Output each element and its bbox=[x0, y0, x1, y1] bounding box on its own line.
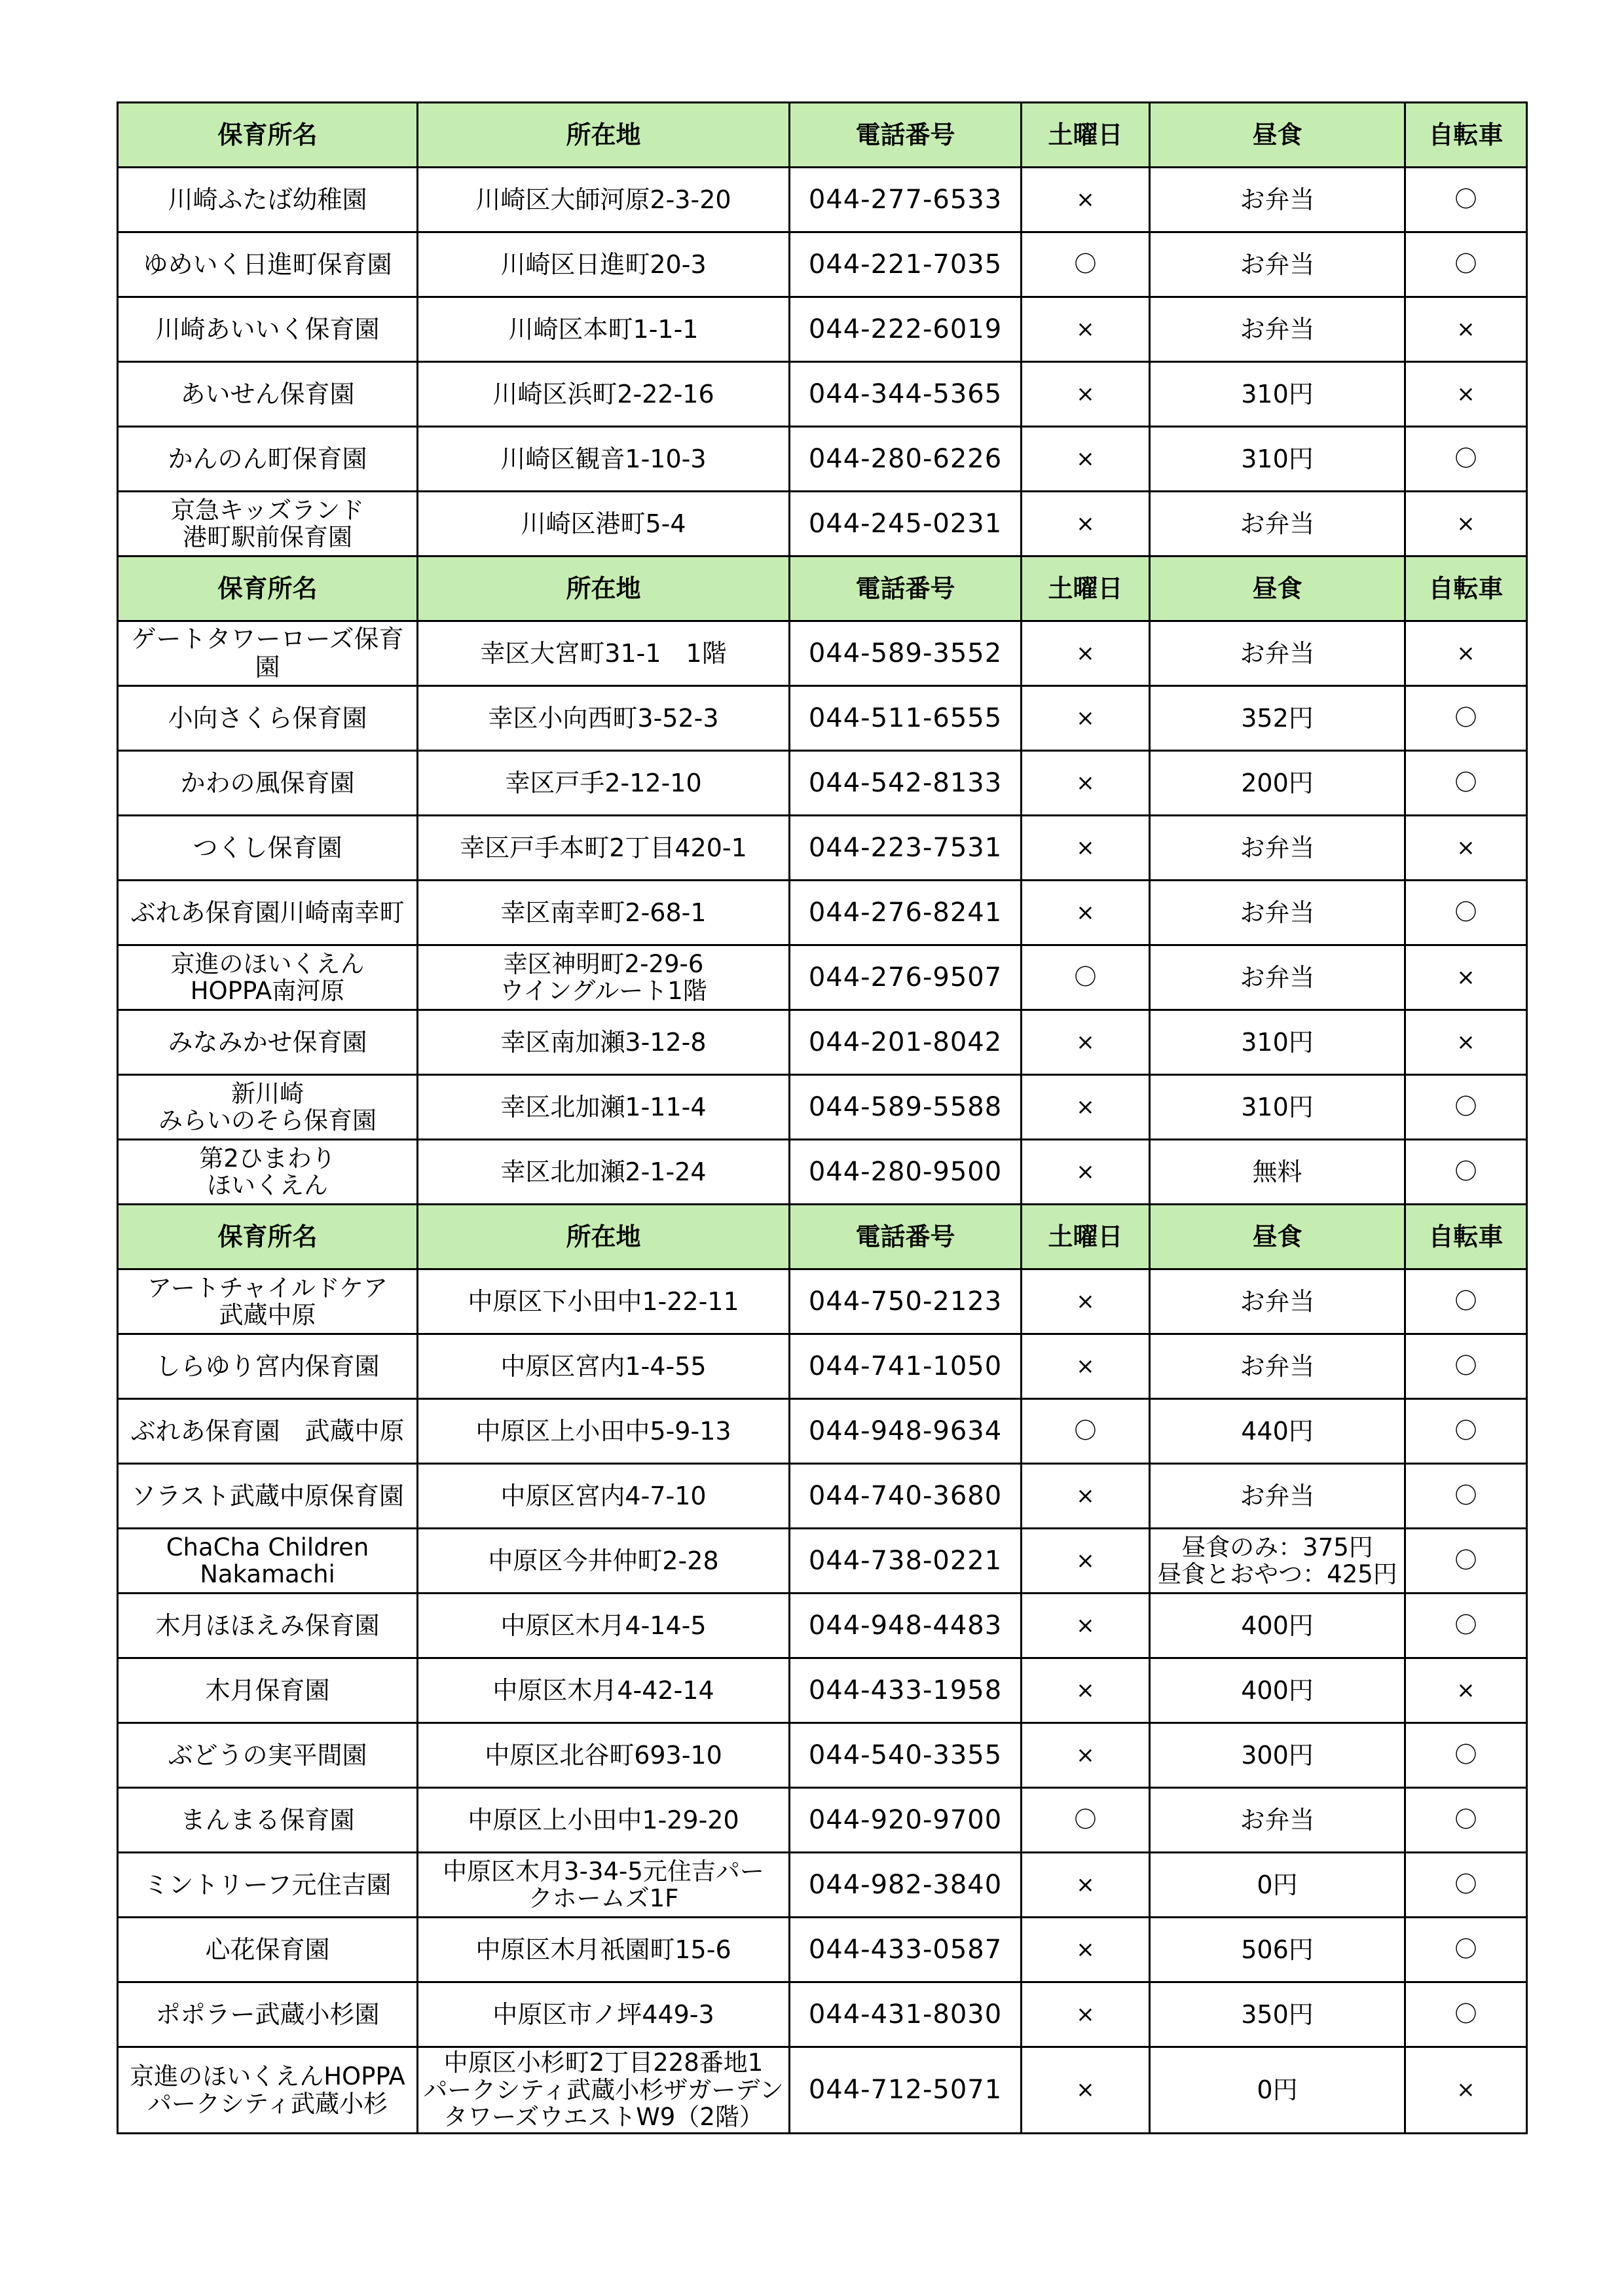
nursery-name-cell: 京進のほいくえん HOPPA南河原 bbox=[118, 945, 418, 1010]
address-cell: 幸区北加瀬2-1-24 bbox=[418, 1140, 790, 1205]
bicycle-cell: × bbox=[1405, 492, 1527, 556]
bicycle-cell: × bbox=[1405, 945, 1527, 1010]
bicycle-cell: 〇 bbox=[1405, 427, 1527, 492]
nursery-name-cell: まんまる保育園 bbox=[118, 1788, 418, 1853]
bicycle-cell: × bbox=[1405, 2047, 1527, 2134]
bicycle-cell: × bbox=[1405, 362, 1527, 427]
address-cell: 中原区木月4-42-14 bbox=[418, 1658, 790, 1723]
phone-cell: 044-740-3680 bbox=[790, 1464, 1022, 1529]
address-cell: 中原区宮内4-7-10 bbox=[418, 1464, 790, 1529]
header-address: 所在地 bbox=[418, 1205, 790, 1269]
table-row bbox=[118, 945, 1527, 1010]
header-address: 所在地 bbox=[418, 556, 790, 621]
saturday-cell: 〇 bbox=[1022, 945, 1150, 1010]
phone-cell: 044-589-3552 bbox=[790, 621, 1022, 686]
table-row bbox=[118, 297, 1527, 362]
address-cell: 川崎区本町1-1-1 bbox=[418, 297, 790, 362]
lunch-cell: 400円 bbox=[1150, 1658, 1405, 1723]
header-lunch: 昼食 bbox=[1150, 1205, 1405, 1269]
table-row bbox=[118, 1658, 1527, 1723]
table-row bbox=[118, 1075, 1527, 1140]
phone-cell: 044-542-8133 bbox=[790, 751, 1022, 816]
table-row bbox=[118, 1918, 1527, 1982]
nursery-name-cell: かんのん町保育園 bbox=[118, 427, 418, 492]
lunch-cell: 506円 bbox=[1150, 1918, 1405, 1982]
table-row bbox=[118, 1853, 1527, 1918]
phone-cell: 044-276-9507 bbox=[790, 945, 1022, 1010]
nursery-list-table bbox=[117, 101, 1528, 2134]
address-cell: 中原区宮内1-4-55 bbox=[418, 1334, 790, 1399]
lunch-cell: 310円 bbox=[1150, 427, 1405, 492]
nursery-name-cell: つくし保育園 bbox=[118, 816, 418, 881]
lunch-cell: 0円 bbox=[1150, 1853, 1405, 1918]
saturday-cell: × bbox=[1022, 2047, 1150, 2134]
lunch-cell: 300円 bbox=[1150, 1723, 1405, 1788]
nursery-name-cell: 京進のほいくえんHOPPA パークシティ武蔵小杉 bbox=[118, 2047, 418, 2134]
nursery-name-cell: ぶれあ保育園川崎南幸町 bbox=[118, 881, 418, 945]
bicycle-cell: × bbox=[1405, 297, 1527, 362]
header-row bbox=[118, 556, 1527, 621]
header-bicycle: 自転車 bbox=[1405, 103, 1527, 168]
bicycle-cell: 〇 bbox=[1405, 1594, 1527, 1658]
bicycle-cell: 〇 bbox=[1405, 1723, 1527, 1788]
nursery-name-cell: 川崎ふたば幼稚園 bbox=[118, 168, 418, 232]
nursery-name-cell: 川崎あいいく保育園 bbox=[118, 297, 418, 362]
saturday-cell: × bbox=[1022, 1269, 1150, 1334]
address-cell: 幸区小向西町3-52-3 bbox=[418, 686, 790, 751]
lunch-cell: 440円 bbox=[1150, 1399, 1405, 1464]
table-row bbox=[118, 1269, 1527, 1334]
phone-cell: 044-511-6555 bbox=[790, 686, 1022, 751]
address-cell: 幸区神明町2-29-6 ウイングルート1階 bbox=[418, 945, 790, 1010]
phone-cell: 044-431-8030 bbox=[790, 1982, 1022, 2047]
address-cell: 幸区大宮町31-1 1階 bbox=[418, 621, 790, 686]
header-saturday: 土曜日 bbox=[1022, 103, 1150, 168]
table-row bbox=[118, 1723, 1527, 1788]
address-cell: 川崎区日進町20-3 bbox=[418, 232, 790, 297]
address-cell: 中原区木月3-34-5元住吉パー クホームズ1F bbox=[418, 1853, 790, 1918]
saturday-cell: × bbox=[1022, 362, 1150, 427]
nursery-name-cell: ゆめいく日進町保育園 bbox=[118, 232, 418, 297]
address-cell: 中原区小杉町2丁目228番地1 パークシティ武蔵小杉ザガーデン タワーズウエストW9（2階） bbox=[418, 2047, 790, 2134]
saturday-cell: × bbox=[1022, 1982, 1150, 2047]
table-row bbox=[118, 1594, 1527, 1658]
lunch-cell: 昼食のみ：375円 昼食とおやつ：425円 bbox=[1150, 1529, 1405, 1594]
saturday-cell: × bbox=[1022, 427, 1150, 492]
nursery-name-cell: 木月ほほえみ保育園 bbox=[118, 1594, 418, 1658]
lunch-cell: 0円 bbox=[1150, 2047, 1405, 2134]
bicycle-cell: 〇 bbox=[1405, 1982, 1527, 2047]
header-nursery-name: 保育所名 bbox=[118, 1205, 418, 1269]
phone-cell: 044-712-5071 bbox=[790, 2047, 1022, 2134]
address-cell: 幸区戸手本町2丁目420-1 bbox=[418, 816, 790, 881]
lunch-cell: 400円 bbox=[1150, 1594, 1405, 1658]
phone-cell: 044-245-0231 bbox=[790, 492, 1022, 556]
nursery-name-cell: ぶれあ保育園 武蔵中原 bbox=[118, 1399, 418, 1464]
saturday-cell: × bbox=[1022, 686, 1150, 751]
table-row bbox=[118, 1788, 1527, 1853]
lunch-cell: お弁当 bbox=[1150, 1464, 1405, 1529]
saturday-cell: × bbox=[1022, 1594, 1150, 1658]
phone-cell: 044-222-6019 bbox=[790, 297, 1022, 362]
phone-cell: 044-344-5365 bbox=[790, 362, 1022, 427]
bicycle-cell: 〇 bbox=[1405, 751, 1527, 816]
table-row bbox=[118, 881, 1527, 945]
table-row bbox=[118, 492, 1527, 556]
phone-cell: 044-948-9634 bbox=[790, 1399, 1022, 1464]
saturday-cell: × bbox=[1022, 1529, 1150, 1594]
phone-cell: 044-750-2123 bbox=[790, 1269, 1022, 1334]
bicycle-cell: × bbox=[1405, 621, 1527, 686]
lunch-cell: 310円 bbox=[1150, 362, 1405, 427]
table-row bbox=[118, 1010, 1527, 1075]
nursery-name-cell: ポポラー武蔵小杉園 bbox=[118, 1982, 418, 2047]
table-row bbox=[118, 427, 1527, 492]
address-cell: 幸区北加瀬1-11-4 bbox=[418, 1075, 790, 1140]
phone-cell: 044-201-8042 bbox=[790, 1010, 1022, 1075]
saturday-cell: × bbox=[1022, 1658, 1150, 1723]
lunch-cell: お弁当 bbox=[1150, 881, 1405, 945]
lunch-cell: 352円 bbox=[1150, 686, 1405, 751]
bicycle-cell: 〇 bbox=[1405, 1269, 1527, 1334]
address-cell: 中原区今井仲町2-28 bbox=[418, 1529, 790, 1594]
phone-cell: 044-982-3840 bbox=[790, 1853, 1022, 1918]
header-nursery-name: 保育所名 bbox=[118, 556, 418, 621]
phone-cell: 044-277-6533 bbox=[790, 168, 1022, 232]
phone-cell: 044-221-7035 bbox=[790, 232, 1022, 297]
bicycle-cell: 〇 bbox=[1405, 1464, 1527, 1529]
saturday-cell: × bbox=[1022, 621, 1150, 686]
phone-cell: 044-280-9500 bbox=[790, 1140, 1022, 1205]
phone-cell: 044-741-1050 bbox=[790, 1334, 1022, 1399]
table-row bbox=[118, 621, 1527, 686]
address-cell: 中原区上小田中5-9-13 bbox=[418, 1399, 790, 1464]
nursery-name-cell: ぶどうの実平間園 bbox=[118, 1723, 418, 1788]
phone-cell: 044-433-0587 bbox=[790, 1918, 1022, 1982]
nursery-name-cell: ミントリーフ元住吉園 bbox=[118, 1853, 418, 1918]
bicycle-cell: 〇 bbox=[1405, 1140, 1527, 1205]
lunch-cell: お弁当 bbox=[1150, 816, 1405, 881]
table-row bbox=[118, 1464, 1527, 1529]
lunch-cell: お弁当 bbox=[1150, 1334, 1405, 1399]
address-cell: 川崎区観音1-10-3 bbox=[418, 427, 790, 492]
lunch-cell: 無料 bbox=[1150, 1140, 1405, 1205]
saturday-cell: 〇 bbox=[1022, 232, 1150, 297]
header-bicycle: 自転車 bbox=[1405, 1205, 1527, 1269]
saturday-cell: × bbox=[1022, 1334, 1150, 1399]
nursery-name-cell: 第2ひまわり ほいくえん bbox=[118, 1140, 418, 1205]
saturday-cell: × bbox=[1022, 1918, 1150, 1982]
phone-cell: 044-589-5588 bbox=[790, 1075, 1022, 1140]
nursery-name-cell: アートチャイルドケア 武蔵中原 bbox=[118, 1269, 418, 1334]
bicycle-cell: 〇 bbox=[1405, 1788, 1527, 1853]
address-cell: 中原区木月祇園町15-6 bbox=[418, 1918, 790, 1982]
table-row bbox=[118, 1140, 1527, 1205]
saturday-cell: × bbox=[1022, 1075, 1150, 1140]
header-saturday: 土曜日 bbox=[1022, 1205, 1150, 1269]
saturday-cell: 〇 bbox=[1022, 1788, 1150, 1853]
header-phone: 電話番号 bbox=[790, 556, 1022, 621]
table-row bbox=[118, 1399, 1527, 1464]
bicycle-cell: 〇 bbox=[1405, 881, 1527, 945]
bicycle-cell: 〇 bbox=[1405, 1399, 1527, 1464]
address-cell: 中原区下小田中1-22-11 bbox=[418, 1269, 790, 1334]
header-nursery-name: 保育所名 bbox=[118, 103, 418, 168]
address-cell: 幸区戸手2-12-10 bbox=[418, 751, 790, 816]
table-row bbox=[118, 168, 1527, 232]
bicycle-cell: 〇 bbox=[1405, 1918, 1527, 1982]
table-row bbox=[118, 1529, 1527, 1594]
table-row bbox=[118, 362, 1527, 427]
address-cell: 中原区木月4-14-5 bbox=[418, 1594, 790, 1658]
saturday-cell: 〇 bbox=[1022, 1399, 1150, 1464]
nursery-name-cell: あいせん保育園 bbox=[118, 362, 418, 427]
nursery-name-cell: 新川崎 みらいのそら保育園 bbox=[118, 1075, 418, 1140]
nursery-name-cell: みなみかせ保育園 bbox=[118, 1010, 418, 1075]
saturday-cell: × bbox=[1022, 168, 1150, 232]
phone-cell: 044-920-9700 bbox=[790, 1788, 1022, 1853]
nursery-name-cell: 心花保育園 bbox=[118, 1918, 418, 1982]
address-cell: 川崎区大師河原2-3-20 bbox=[418, 168, 790, 232]
lunch-cell: お弁当 bbox=[1150, 621, 1405, 686]
header-lunch: 昼食 bbox=[1150, 103, 1405, 168]
address-cell: 川崎区浜町2-22-16 bbox=[418, 362, 790, 427]
bicycle-cell: × bbox=[1405, 1010, 1527, 1075]
address-cell: 幸区南加瀬3-12-8 bbox=[418, 1010, 790, 1075]
saturday-cell: × bbox=[1022, 1010, 1150, 1075]
saturday-cell: × bbox=[1022, 881, 1150, 945]
lunch-cell: お弁当 bbox=[1150, 297, 1405, 362]
nursery-name-cell: ChaCha Children Nakamachi bbox=[118, 1529, 418, 1594]
header-row bbox=[118, 103, 1527, 168]
lunch-cell: お弁当 bbox=[1150, 1269, 1405, 1334]
saturday-cell: × bbox=[1022, 1464, 1150, 1529]
lunch-cell: お弁当 bbox=[1150, 232, 1405, 297]
nursery-name-cell: 木月保育園 bbox=[118, 1658, 418, 1723]
bicycle-cell: × bbox=[1405, 1658, 1527, 1723]
nursery-name-cell: しらゆり宮内保育園 bbox=[118, 1334, 418, 1399]
bicycle-cell: 〇 bbox=[1405, 232, 1527, 297]
nursery-name-cell: 小向さくら保育園 bbox=[118, 686, 418, 751]
address-cell: 中原区北谷町693-10 bbox=[418, 1723, 790, 1788]
table-row bbox=[118, 1982, 1527, 2047]
lunch-cell: お弁当 bbox=[1150, 945, 1405, 1010]
phone-cell: 044-223-7531 bbox=[790, 816, 1022, 881]
header-row bbox=[118, 1205, 1527, 1269]
address-cell: 幸区南幸町2-68-1 bbox=[418, 881, 790, 945]
bicycle-cell: 〇 bbox=[1405, 1853, 1527, 1918]
nursery-name-cell: ゲートタワーローズ保育園 bbox=[118, 621, 418, 686]
bicycle-cell: 〇 bbox=[1405, 1334, 1527, 1399]
lunch-cell: 200円 bbox=[1150, 751, 1405, 816]
lunch-cell: お弁当 bbox=[1150, 492, 1405, 556]
header-phone: 電話番号 bbox=[790, 1205, 1022, 1269]
header-lunch: 昼食 bbox=[1150, 556, 1405, 621]
header-saturday: 土曜日 bbox=[1022, 556, 1150, 621]
phone-cell: 044-738-0221 bbox=[790, 1529, 1022, 1594]
saturday-cell: × bbox=[1022, 1140, 1150, 1205]
lunch-cell: 310円 bbox=[1150, 1075, 1405, 1140]
header-phone: 電話番号 bbox=[790, 103, 1022, 168]
lunch-cell: 350円 bbox=[1150, 1982, 1405, 2047]
table-row bbox=[118, 1334, 1527, 1399]
nursery-name-cell: 京急キッズランド 港町駅前保育園 bbox=[118, 492, 418, 556]
saturday-cell: × bbox=[1022, 1723, 1150, 1788]
saturday-cell: × bbox=[1022, 492, 1150, 556]
saturday-cell: × bbox=[1022, 297, 1150, 362]
nursery-name-cell: かわの風保育園 bbox=[118, 751, 418, 816]
address-cell: 川崎区港町5-4 bbox=[418, 492, 790, 556]
phone-cell: 044-280-6226 bbox=[790, 427, 1022, 492]
phone-cell: 044-948-4483 bbox=[790, 1594, 1022, 1658]
table-row bbox=[118, 816, 1527, 881]
bicycle-cell: 〇 bbox=[1405, 686, 1527, 751]
lunch-cell: お弁当 bbox=[1150, 168, 1405, 232]
bicycle-cell: 〇 bbox=[1405, 1529, 1527, 1594]
nursery-name-cell: ソラスト武蔵中原保育園 bbox=[118, 1464, 418, 1529]
saturday-cell: × bbox=[1022, 816, 1150, 881]
bicycle-cell: × bbox=[1405, 816, 1527, 881]
bicycle-cell: 〇 bbox=[1405, 168, 1527, 232]
lunch-cell: 310円 bbox=[1150, 1010, 1405, 1075]
table-row bbox=[118, 2047, 1527, 2134]
saturday-cell: × bbox=[1022, 1853, 1150, 1918]
header-address: 所在地 bbox=[418, 103, 790, 168]
phone-cell: 044-540-3355 bbox=[790, 1723, 1022, 1788]
saturday-cell: × bbox=[1022, 751, 1150, 816]
address-cell: 中原区上小田中1-29-20 bbox=[418, 1788, 790, 1853]
bicycle-cell: 〇 bbox=[1405, 1075, 1527, 1140]
table-row bbox=[118, 751, 1527, 816]
address-cell: 中原区市ノ坪449-3 bbox=[418, 1982, 790, 2047]
header-bicycle: 自転車 bbox=[1405, 556, 1527, 621]
phone-cell: 044-433-1958 bbox=[790, 1658, 1022, 1723]
table-row bbox=[118, 232, 1527, 297]
table-row bbox=[118, 686, 1527, 751]
phone-cell: 044-276-8241 bbox=[790, 881, 1022, 945]
lunch-cell: お弁当 bbox=[1150, 1788, 1405, 1853]
